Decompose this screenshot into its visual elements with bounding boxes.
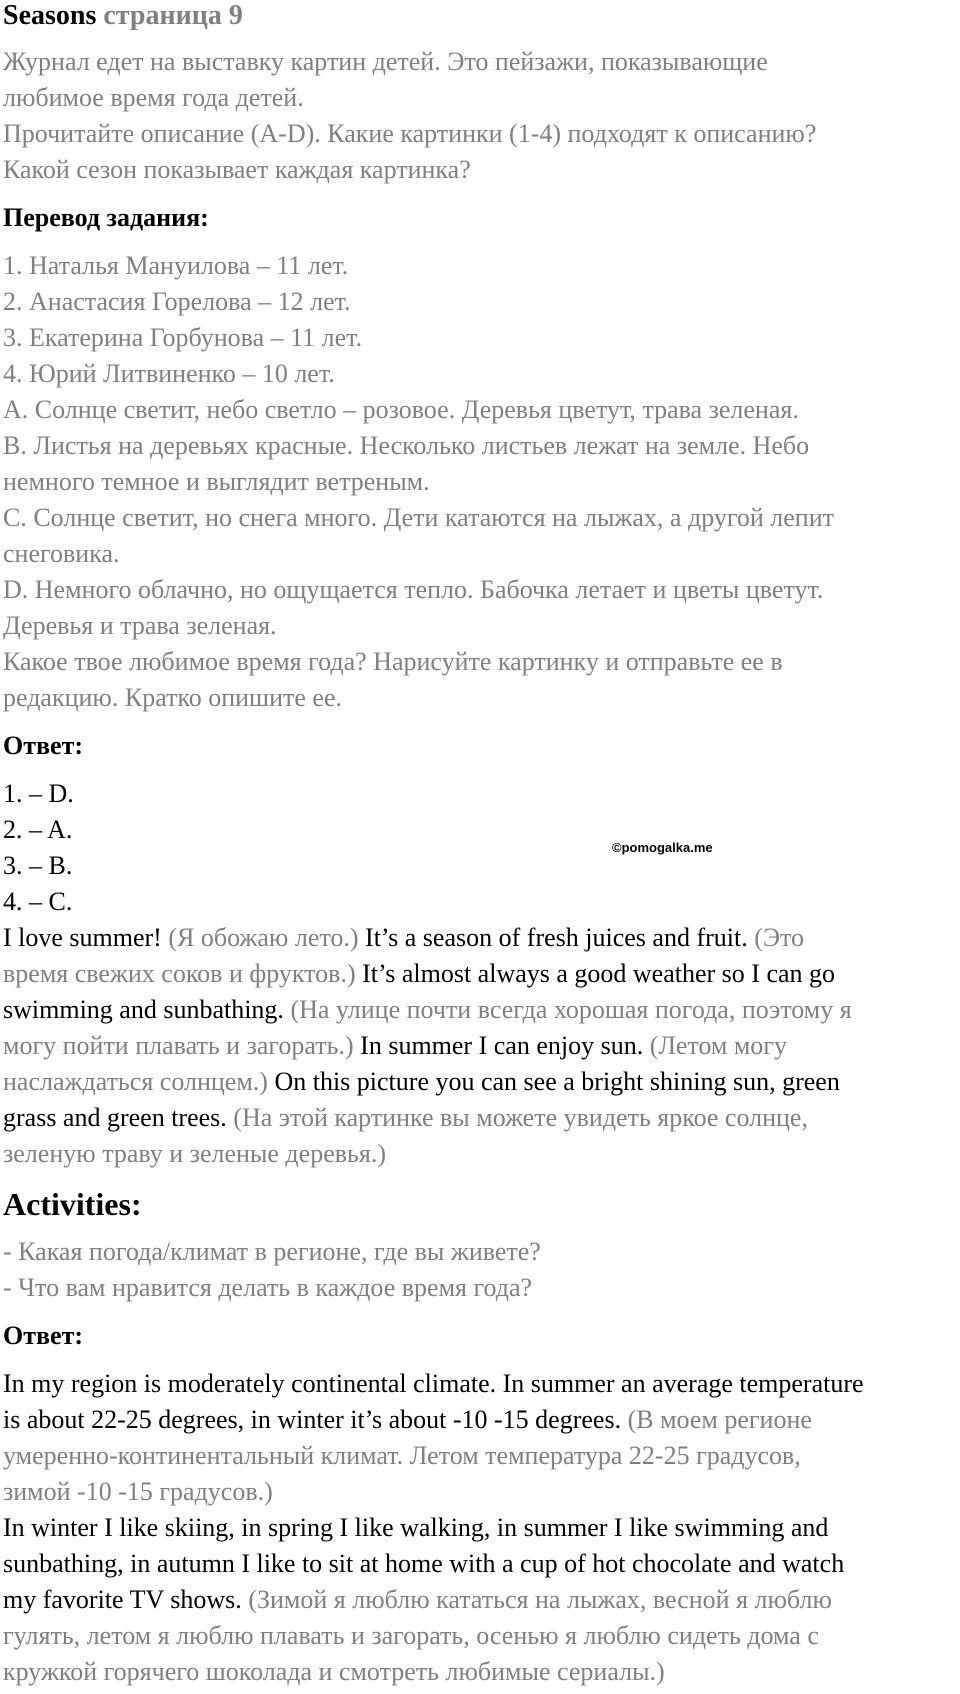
paragraph-line <box>3 1402 958 1438</box>
intro-line: Журнал едет на выставку картин детей. Это пейзажи, показывающие <box>3 47 768 76</box>
russian-translation: зеленую траву и зеленые деревья.) <box>3 1139 386 1168</box>
english-text: In summer I can enjoy sun. <box>360 1031 650 1060</box>
english-text: I love summer! <box>3 923 169 952</box>
answer-list <box>3 776 958 920</box>
russian-translation: (Это <box>754 923 805 952</box>
paragraph-line <box>3 956 958 992</box>
paragraph-line <box>3 1438 958 1474</box>
translation-line: редакцию. Кратко опишите ее. <box>3 683 342 712</box>
russian-translation: зимой -10 -15 градусов.) <box>3 1477 273 1506</box>
translation-line: немного темное и выглядит ветреным. <box>3 467 430 496</box>
translation-line: C. Солнце светит, но снега много. Дети катаются на лыжах, а другой лепит <box>3 503 834 532</box>
english-text: In my region is moderately continental climate. In summer an average temperature <box>3 1369 864 1398</box>
translation-line: Какое твое любимое время года? Нарисуйте картинку и отправьте ее в <box>3 647 783 676</box>
paragraph-line <box>3 1474 958 1510</box>
english-text: my favorite TV shows. <box>3 1585 249 1614</box>
translation-heading: Перевод задания: <box>3 203 209 232</box>
answer-item: 1. – D. <box>3 779 74 808</box>
russian-translation: умеренно-континентальный климат. Летом температура 22-25 градусов, <box>3 1441 801 1470</box>
activities-heading: Activities: <box>3 1186 142 1222</box>
answer-item: 4. – C. <box>3 887 73 916</box>
paragraph-line <box>3 1510 958 1546</box>
translation-line: 4. Юрий Литвиненко – 10 лет. <box>3 359 335 388</box>
paragraph-line <box>3 1618 958 1654</box>
english-text: sunbathing, in autumn I like to sit at home with a cup of hot chocolate and watch <box>3 1549 845 1578</box>
english-text: On this picture you can see a bright shining sun, green <box>274 1067 840 1096</box>
russian-translation: кружкой горячего шоколада и смотреть любимые сериалы.) <box>3 1657 665 1686</box>
answer-item: 3. – B. <box>3 851 73 880</box>
answer-heading: Ответ: <box>3 731 84 760</box>
english-text: It’s a season of fresh juices and fruit. <box>365 923 755 952</box>
russian-translation: (Я обожаю лето.) <box>168 923 366 952</box>
paragraph-line <box>3 1546 958 1582</box>
title-russian: страница 9 <box>103 0 243 31</box>
climate-paragraph <box>3 1366 958 1510</box>
activities-question: - Какая погода/климат в регионе, где вы живете? <box>3 1237 541 1266</box>
russian-translation: (На этой картинке вы можете увидеть яркое солнце, <box>233 1103 808 1132</box>
hobbies-paragraph <box>3 1510 958 1690</box>
summer-paragraph <box>3 920 958 1172</box>
english-text: is about 22-25 degrees, in winter it’s about -10 -15 degrees. <box>3 1405 628 1434</box>
english-text: In winter I like skiing, in spring I like walking, in summer I like swimming and <box>3 1513 829 1542</box>
russian-translation: (На улице почти всегда хорошая погода, поэтому я <box>290 995 852 1024</box>
english-text: It’s almost always a good weather so I can go <box>362 959 836 988</box>
paragraph-line <box>3 1582 958 1618</box>
english-text: swimming and sunbathing. <box>3 995 291 1024</box>
paragraph-line <box>3 1064 958 1100</box>
intro-paragraph <box>3 44 958 188</box>
translation-line: 1. Наталья Мануилова – 11 лет. <box>3 251 349 280</box>
russian-translation: (В моем регионе <box>627 1405 812 1434</box>
translation-line: B. Листья на деревьях красные. Несколько листьев лежат на земле. Небо <box>3 431 810 460</box>
translation-line: снеговика. <box>3 539 120 568</box>
translation-line: D. Немного облачно, но ощущается тепло. Бабочка летает и цветы цветут. <box>3 575 824 604</box>
page-title <box>3 0 958 32</box>
paragraph-line <box>3 920 958 956</box>
activities-question: - Что вам нравится делать в каждое время года? <box>3 1273 533 1302</box>
watermark: ©pomogalka.me <box>612 840 713 855</box>
english-text: grass and green trees. <box>3 1103 234 1132</box>
russian-translation: наслаждаться солнцем.) <box>3 1067 275 1096</box>
title-english: Seasons <box>3 0 97 31</box>
paragraph-line <box>3 1366 958 1402</box>
intro-line: Прочитайте описание (A-D). Какие картинки (1-4) подходят к описанию? <box>3 119 817 148</box>
intro-line: любимое время года детей. <box>3 83 304 112</box>
translation-line: 2. Анастасия Горелова – 12 лет. <box>3 287 351 316</box>
answer-item: 2. – A. <box>3 815 73 844</box>
russian-translation: время свежих соков и фруктов.) <box>3 959 363 988</box>
russian-translation: (Зимой я люблю кататься на лыжах, весной я люблю <box>248 1585 832 1614</box>
translation-line: 3. Екатерина Горбунова – 11 лет. <box>3 323 363 352</box>
russian-translation: (Летом могу <box>649 1031 787 1060</box>
paragraph-line <box>3 1100 958 1136</box>
paragraph-line <box>3 1136 958 1172</box>
document-page <box>3 0 958 1690</box>
paragraph-line <box>3 1654 958 1690</box>
answer-heading: Ответ: <box>3 1321 84 1350</box>
intro-line: Какой сезон показывает каждая картинка? <box>3 155 471 184</box>
translation-block <box>3 248 958 716</box>
translation-line: Деревья и трава зеленая. <box>3 611 277 640</box>
paragraph-line <box>3 992 958 1028</box>
activities-questions <box>3 1234 958 1306</box>
translation-line: A. Солнце светит, небо светло – розовое. Деревья цветут, трава зеленая. <box>3 395 799 424</box>
russian-translation: гулять, летом я люблю плавать и загорать, осенью я люблю сидеть дома с <box>3 1621 819 1650</box>
russian-translation: могу пойти плавать и загорать.) <box>3 1031 361 1060</box>
paragraph-line <box>3 1028 958 1064</box>
